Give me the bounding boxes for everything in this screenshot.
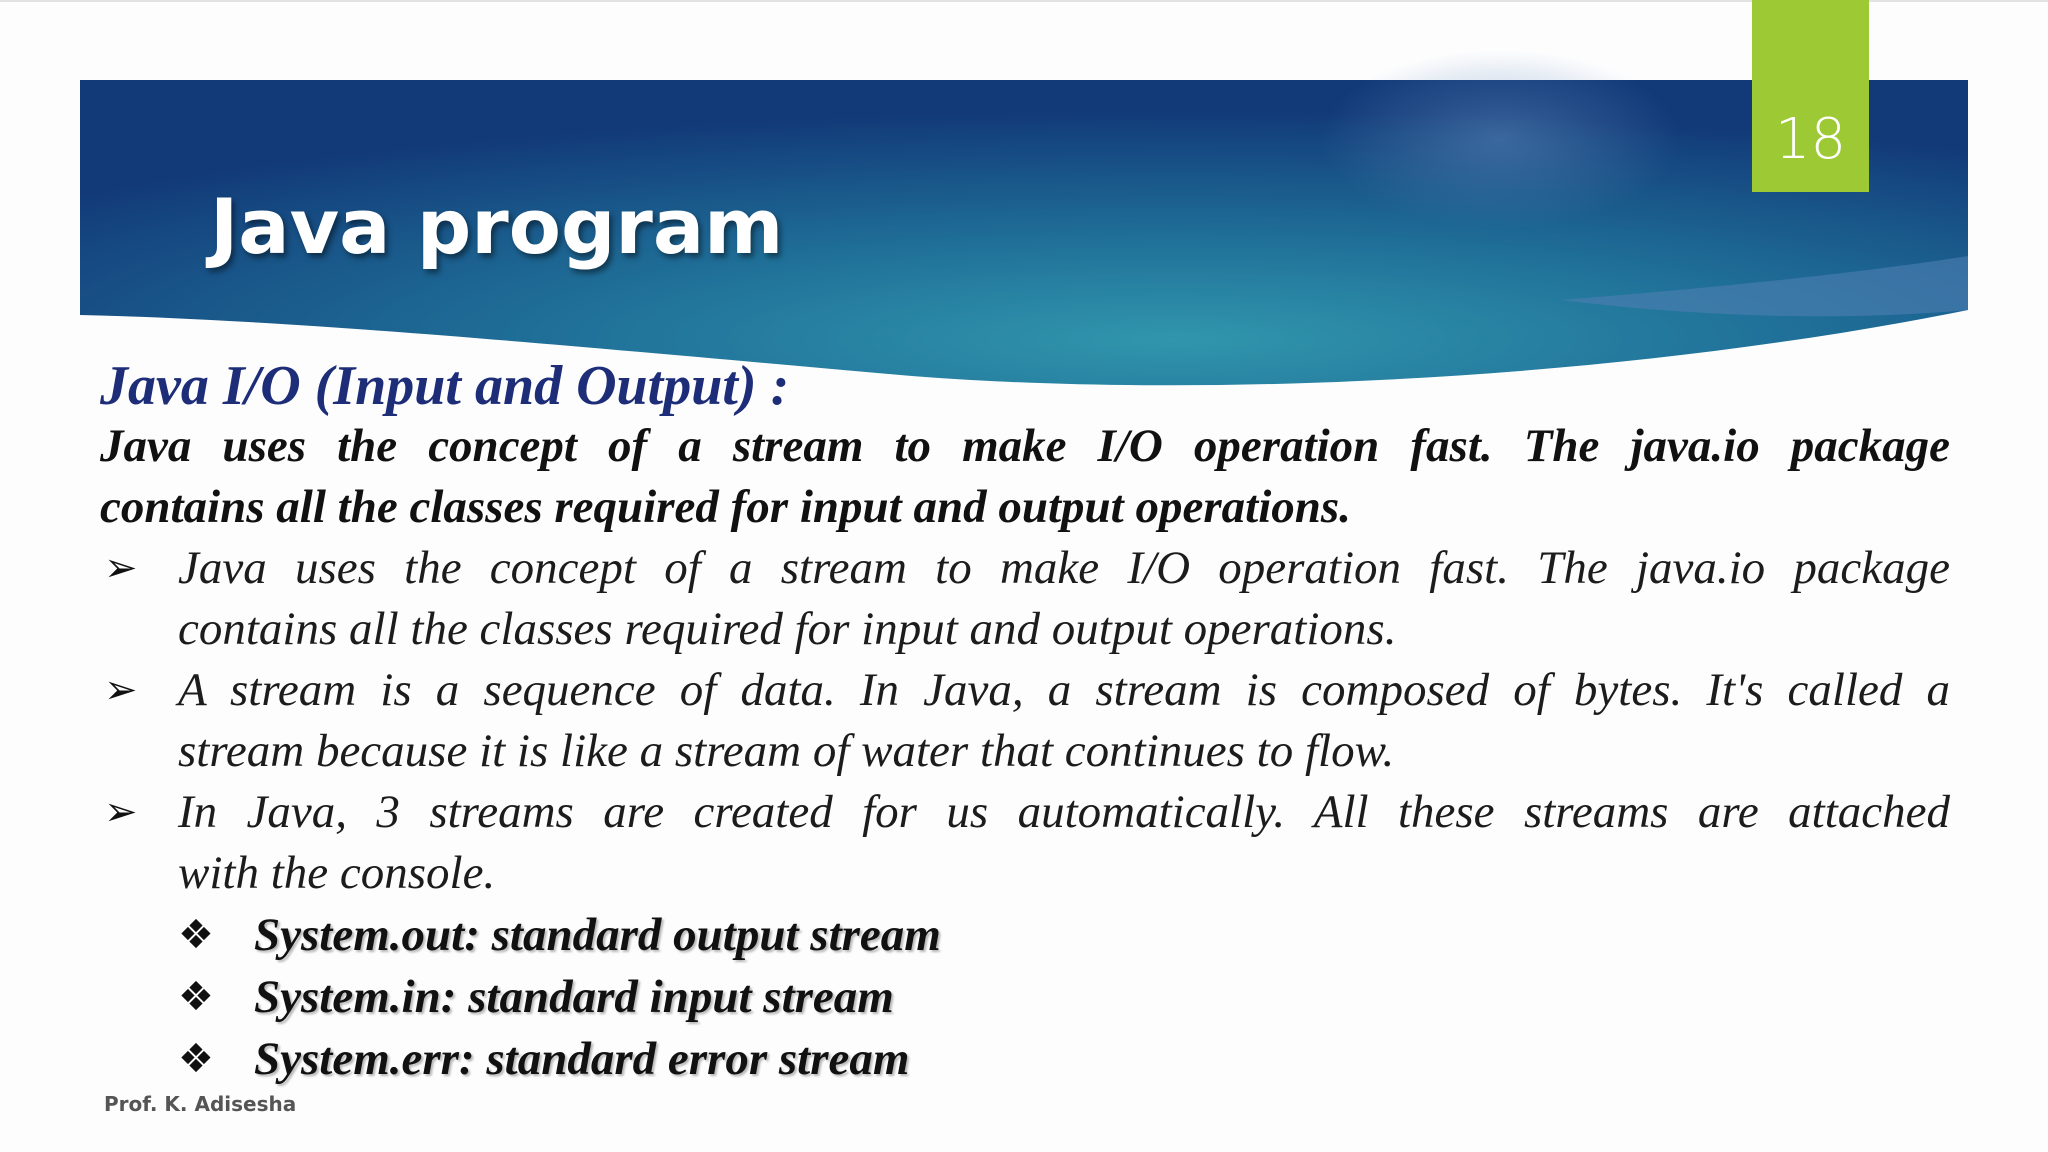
section-heading: Java I/O (Input and Output) : (100, 355, 790, 417)
sub-bullet-item (100, 966, 1950, 1028)
slide-content (100, 354, 1950, 1090)
sub-bullet-item (100, 904, 1950, 966)
bullet-line-1: In Java, 3 streams are created for us automatically. All these streams are attached (178, 786, 1950, 838)
bullet-line-1: A stream is a sequence of data. In Java, a stream is composed of bytes. It's called a (178, 664, 1950, 716)
intro-paragraph (100, 416, 1950, 538)
bullet-item (100, 660, 1950, 782)
arrow-bullet-icon: ➢ (104, 667, 138, 713)
bullet-line-1: Java uses the concept of a stream to make I/O operation fast. The java.io package (178, 542, 1950, 594)
footer-author: Prof. K. Adisesha (104, 1092, 297, 1116)
sub-bullet-list (100, 904, 1950, 1090)
sub-bullet-item (100, 1028, 1950, 1090)
arrow-bullet-icon: ➢ (104, 789, 138, 835)
sub-bullet-text: System.in: standard input stream (254, 971, 894, 1023)
slide-number-badge (1752, 0, 1869, 192)
bullet-line-2: with the console. (178, 847, 496, 899)
diamond-bullet-icon: ❖ (178, 1036, 214, 1082)
arrow-bullet-icon: ➢ (104, 545, 138, 591)
bullet-list (100, 538, 1950, 904)
bullet-item (100, 538, 1950, 660)
sub-bullet-text: System.out: standard output stream (254, 909, 941, 961)
intro-line-2: contains all the classes required for input and output operations. (100, 481, 1351, 533)
diamond-bullet-icon: ❖ (178, 912, 214, 958)
bullet-line-2: stream because it is like a stream of water that continues to flow. (178, 725, 1395, 777)
slide-title: Java program (210, 182, 784, 271)
bullet-item (100, 782, 1950, 904)
intro-line-1: Java uses the concept of a stream to make I/O operation fast. The java.io package (100, 420, 1950, 472)
slide-number: 18 (1774, 107, 1847, 172)
bullet-line-2: contains all the classes required for input and output operations. (178, 603, 1397, 655)
diamond-bullet-icon: ❖ (178, 974, 214, 1020)
sub-bullet-text: System.err: standard error stream (254, 1033, 910, 1085)
